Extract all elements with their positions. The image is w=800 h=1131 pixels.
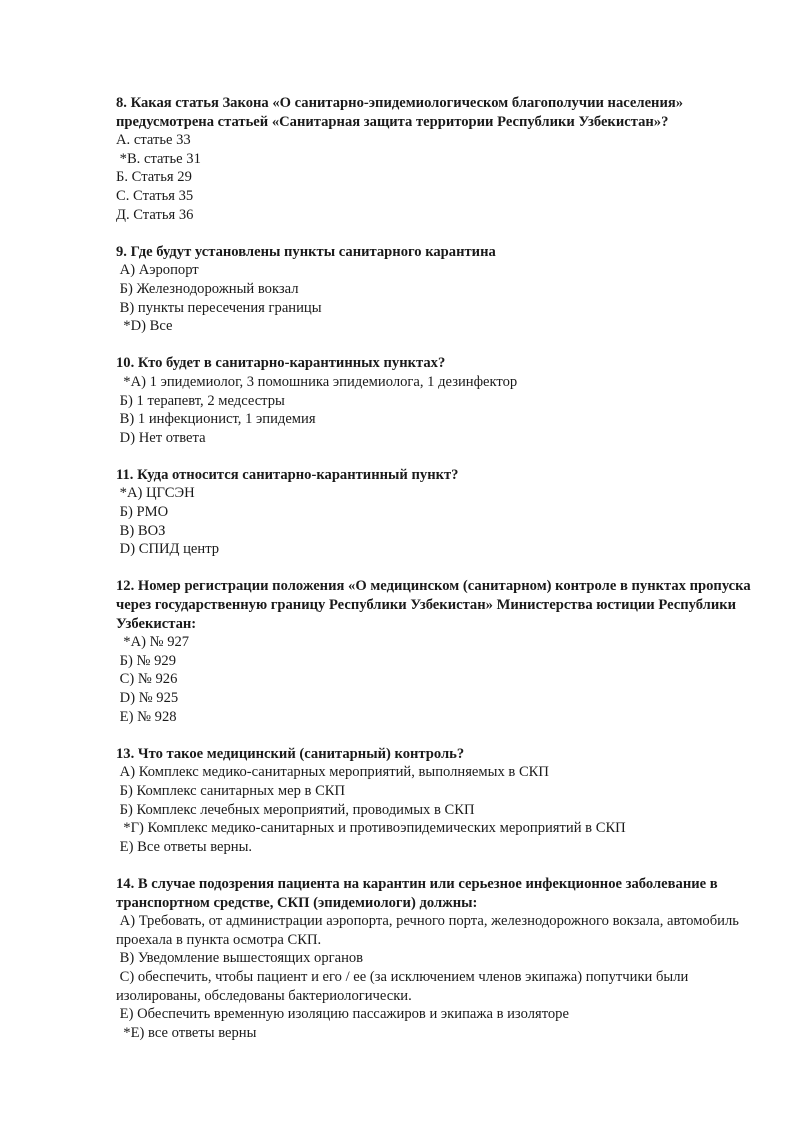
answer-option: А. статье 33 <box>116 132 191 149</box>
question-title: 9. Где будут установлены пункты санитарного карантина <box>116 243 496 260</box>
answer-option: *Г) Комплекс медико-санитарных и противоэпидемических мероприятий в СКП <box>116 820 626 837</box>
answer-option: В) 1 инфекционист, 1 эпидемия <box>116 411 316 428</box>
answer-option: С. Статья 35 <box>116 187 194 204</box>
answer-option: В) Уведомление вышестоящих органов <box>116 950 364 967</box>
answer-option: D) № 925 <box>116 690 179 706</box>
question-title: 10. Кто будет в санитарно-карантинных пунктах? <box>116 355 446 372</box>
answer-option: *D) Все <box>116 318 173 335</box>
answer-option: Б. Статья 29 <box>116 169 192 186</box>
answer-option: D) СПИД центр <box>116 541 220 558</box>
answer-option: *Е) все ответы верны <box>116 1024 257 1041</box>
answer-option: Б) № 929 <box>116 652 177 669</box>
question-10 <box>116 354 756 447</box>
answer-option: D) Нет ответа <box>116 429 206 446</box>
answer-option: *А) 1 эпидемиолог, 3 помошника эпидемиолога, 1 дезинфектор <box>116 373 518 390</box>
answer-option: Д. Статья 36 <box>116 206 194 223</box>
question-14 <box>116 875 756 1042</box>
question-8 <box>116 94 756 224</box>
question-title: 14. В случае подозрения пациента на карантин или серьезное инфекционное заболевание в транспортном средстве, СКП (эпидемиологи) должны: <box>116 875 718 911</box>
question-13 <box>116 745 756 857</box>
question-title: 13. Что такое медицинский (санитарный) контроль? <box>116 745 465 762</box>
answer-option: Б) Железнодорожный вокзал <box>116 280 299 297</box>
question-title: 11. Куда относится санитарно-карантинный пункт? <box>116 466 459 483</box>
answer-option: Б) Комплекс лечебных мероприятий, проводимых в СКП <box>116 801 475 818</box>
answer-option: В) ВОЗ <box>116 522 166 539</box>
question-9 <box>116 243 756 336</box>
answer-option: С) № 926 <box>116 671 178 688</box>
answer-option: *В. статье 31 <box>116 150 201 167</box>
question-11 <box>116 466 756 559</box>
answer-option: *А) № 927 <box>116 634 190 651</box>
answer-option: Б) 1 терапевт, 2 медсестры <box>116 392 285 409</box>
answer-option: Е) № 928 <box>116 708 177 725</box>
answer-option: А) Комплекс медико-санитарных мероприятий, выполняемых в СКП <box>116 764 549 781</box>
answer-option: Б) Комплекс санитарных мер в СКП <box>116 782 346 799</box>
question-12 <box>116 577 756 726</box>
answer-option: Е) Все ответы верны. <box>116 838 253 855</box>
answer-option: Е) Обеспечить временную изоляцию пассажиров и экипажа в изоляторе <box>116 1006 569 1023</box>
answer-option: Б) РМО <box>116 504 169 521</box>
answer-option: С) обеспечить, чтобы пациент и его / ее (за исключением членов экипажа) попутчики были изолированы, обследованы бактериологически. <box>116 968 692 1004</box>
answer-option: А) Требовать, от администрации аэропорта, речного порта, железнодорожного вокзала, автомобиль проехала в пункта осмотра СКП. <box>116 913 743 948</box>
document-page <box>116 94 756 1061</box>
question-title: 12. Номер регистрации положения «О медицинском (санитарном) контроле в пунктах пропуска через государственную границу Республики Узбекистан» Министерства юстиции Республики Узбекистан: <box>116 578 751 632</box>
answer-option: *А) ЦГСЭН <box>116 485 195 502</box>
question-title: 8. Какая статья Закона «О санитарно-эпидемиологическом благополучии населения» предусмотрена статьей «Санитарная защита территории Республики Узбекистан»? <box>116 95 684 130</box>
answer-option: А) Аэропорт <box>116 262 199 279</box>
answer-option: В) пункты пересечения границы <box>116 299 322 316</box>
